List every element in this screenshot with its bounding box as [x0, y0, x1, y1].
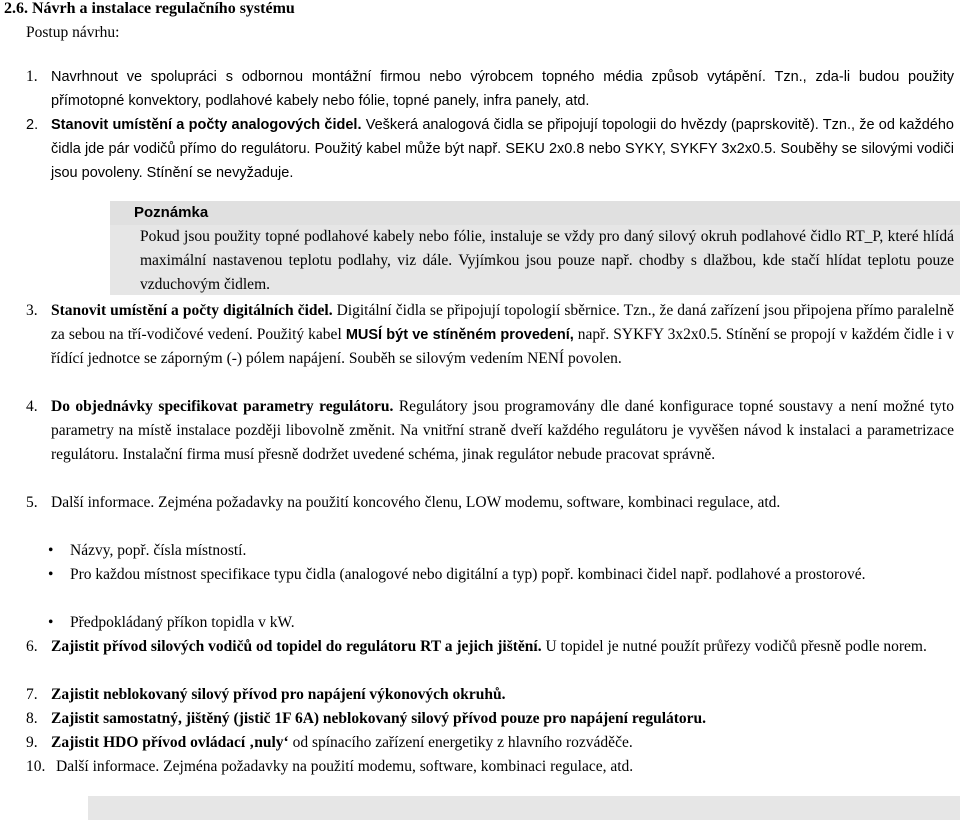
item-text [51, 707, 954, 731]
item-number: 2. [26, 117, 39, 133]
bullet-icon: • [48, 566, 54, 583]
note-box [110, 225, 960, 295]
item-bold-text: Do objednávky specifikovat parametry regulátoru. [51, 398, 394, 415]
item-text: Další informace. Zejména požadavky na použití koncového členu, LOW modemu, software, kombinaci regulace, atd. [51, 494, 781, 511]
list-item-7 [26, 683, 954, 707]
item-number: 9. [26, 734, 38, 751]
item-regular-text-2: např. SYKFY 3x2x0.5. Stínění se propojí v každém čidle i v řídící jednotce se záporným (-) pólem napájení. Souběh se silovým vedením NENÍ povolen. [51, 326, 954, 367]
list-item-5 [26, 491, 954, 515]
item-bold-text: Zajistit neblokovaný silový přívod pro napájení výkonových okruhů. [51, 686, 506, 703]
item-text: Další informace. Zejména požadavky na použití modemu, software, kombinaci regulace, atd. [56, 758, 634, 775]
bullet-text: Názvy, popř. čísla místností. [70, 542, 247, 559]
item-regular-text: Veškerá analogová čidla se připojují topologii do hvězdy (paprskovitě). Tzn., že od každého čidla jde pár vodičů přímo do regulátoru. Použitý kabel může být např. SEKU 2x0.8 nebo SYKY, SYKFY 3x2x0.5. Souběhy se silovými vodiči jsou povoleny. Stínění se nevyžaduje. [51, 117, 954, 181]
list-item-4 [26, 395, 954, 467]
item-text [51, 299, 954, 371]
item-bold-text-2: MUSÍ být ve stíněném provedení, [345, 327, 574, 343]
item-text [51, 113, 954, 185]
item-text: Navrhnout ve spolupráci s odbornou montážní firmou nebo výrobcem topného média způsob vytápění. Tzn., zda-li budou použity přímotopné konvektory, podlahové kabely nebo fólie, topné panely, infra panely, atd. [51, 69, 954, 109]
bullet-icon: • [48, 614, 54, 631]
item-number: 10. [26, 758, 46, 775]
list-item-9 [26, 731, 954, 755]
item-number: 4. [26, 398, 38, 415]
item-text [51, 731, 954, 755]
item-regular-text: Regulátory jsou programovány dle dané konfigurace topné soustavy a není možné tyto parametry na místě instalace později libovolně změnit. Na vnitřní straně dveří každého regulátoru je vyvěšen návod k instalaci a parametrizace regulátoru. Instalační firma musí přesně dodržet uvedené schéma, jinak regulátor nebude pracovat správně. [51, 398, 954, 463]
item-number: 7. [26, 686, 38, 703]
note-text: Pokud jsou použity topné podlahové kabely nebo fólie, instaluje se vždy pro daný silový okruh podlahové čidlo RT_P, které hlídá maximální nastavenou teplotu podlahy, viz dále. Vyjímkou jsou pouze např. chodby s dlažbou, kde stačí hlídat teplotu pouze vzduchovým čidlem. [140, 228, 954, 293]
item-regular-text: od spínacího zařízení energetiky z hlavního rozváděče. [288, 734, 633, 751]
item-bold-text: Zajistit HDO přívod ovládací ‚nuly‘ [51, 734, 289, 751]
item-bold-text: Stanovit umístění a počty analogových čidel. [51, 117, 362, 133]
bullet-item [48, 563, 954, 587]
note-title: Poznámka [110, 201, 960, 225]
list-item-8 [26, 707, 954, 731]
item-text [51, 683, 954, 707]
list-item-1 [26, 65, 954, 113]
list-item-10 [26, 755, 954, 779]
item-number: 8. [26, 710, 38, 727]
list-item-6 [26, 635, 954, 659]
item-regular-text: Digitální čidla se připojují topologií sběrnice. Tzn., že daná zařízení jsou připojena přímo paralelně za sebou na tří-vodičové vedení. Použitý kabel [51, 302, 954, 343]
bullet-text: Předpokládaný příkon topidla v kW. [70, 614, 295, 631]
item-number: 5. [26, 494, 38, 511]
bullet-item [48, 611, 954, 635]
item-text [51, 395, 954, 467]
bullet-text: Pro každou místnost specifikace typu čidla (analogové nebo digitální a typ) popř. kombinaci čidel např. podlahové a prostorové. [70, 566, 866, 583]
item-number: 1. [26, 68, 38, 85]
item-regular-text: U topidel je nutné použít průřezy vodičů přesně podle norem. [541, 638, 927, 655]
bullet-item [48, 539, 954, 563]
subheading: Postup návrhu: [26, 24, 120, 41]
list-item-3 [26, 299, 954, 371]
item-bold-text: Stanovit umístění a počty digitálních čidel. [51, 302, 333, 319]
section-heading: 2.6. Návrh a instalace regulačního systému [4, 0, 295, 17]
footer-shaded-bar [88, 796, 960, 820]
list-item-2 [26, 113, 954, 185]
item-bold-text: Zajistit přívod silových vodičů od topidel do regulátoru RT a jejich jištění. [51, 638, 542, 655]
item-text [51, 635, 954, 659]
item-number: 6. [26, 638, 38, 655]
bullet-icon: • [48, 542, 54, 559]
item-bold-text: Zajistit samostatný, jištěný (jistič 1F 6A) neblokovaný silový přívod pouze pro napájení regulátoru. [51, 710, 707, 727]
item-number: 3. [26, 302, 38, 319]
